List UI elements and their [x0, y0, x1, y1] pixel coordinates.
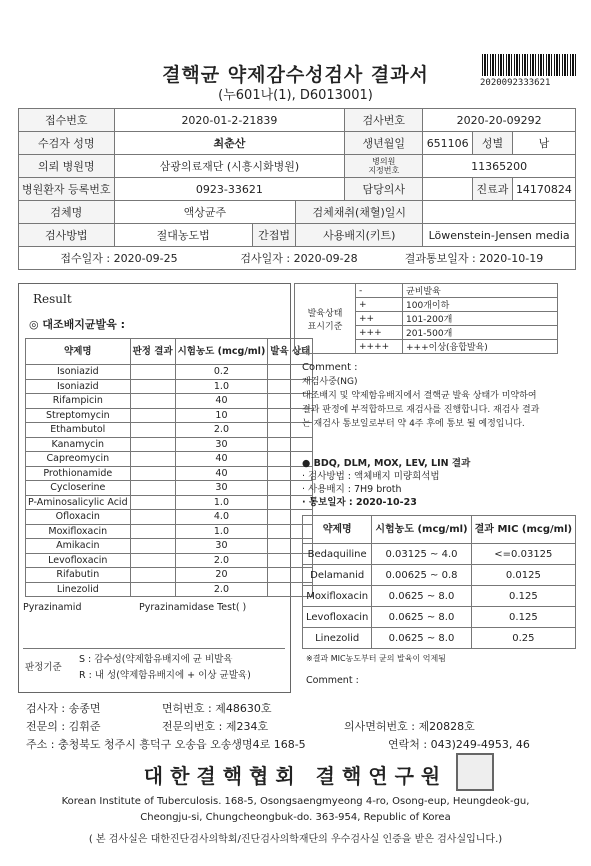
- comment-line: 재검사중(NG): [302, 377, 358, 387]
- receipt-date: 접수일자 : 2020-09-25: [60, 252, 178, 265]
- comment-line: 는 재검사 통보일로부터 약 4주 후에 통보 될 예정입니다.: [302, 419, 525, 429]
- drug-result-cell: [130, 379, 175, 394]
- mic-mic-cell: <=0.03125: [471, 544, 575, 565]
- collect-date: [423, 201, 576, 224]
- right-panel: [294, 283, 576, 691]
- reception-no: 2020-01-2-21839: [114, 109, 345, 132]
- growth-legend: [294, 283, 558, 354]
- method-label: 검사방법: [19, 224, 115, 247]
- bdq-block: [302, 457, 572, 509]
- barcode-image: [482, 54, 578, 76]
- indirect-label: 간접법: [252, 224, 295, 247]
- drug-row: [26, 553, 313, 568]
- drug-row: [26, 582, 313, 597]
- mic-range-cell: 0.03125 ~ 4.0: [372, 544, 471, 565]
- drug-name-cell: Streptomycin: [26, 408, 131, 423]
- criteria-r: R : 내 성(약제함유배지에 + 이상 균발육): [79, 670, 251, 681]
- legend-desc: 균비발육: [403, 284, 558, 298]
- comment-label: Comment :: [302, 362, 358, 373]
- patient-name-label: 수검자 성명: [19, 132, 115, 155]
- drug-conc-cell: 2.0: [175, 423, 268, 438]
- drug-result-cell: [130, 539, 175, 554]
- drug-result-cell: [130, 437, 175, 452]
- report-date: 결과통보일자 : 2020-10-19: [404, 252, 544, 265]
- drug-result-cell: [130, 510, 175, 525]
- mic-col-range: 시험농도 (mcg/ml): [372, 516, 471, 544]
- drug-conc-cell: 1.0: [175, 379, 268, 394]
- comment-block: [302, 361, 568, 431]
- drug-result-cell: [130, 365, 175, 380]
- comment-line: 결과 판정에 부적합하므로 재검사를 진행합니다. 재검사 결과: [302, 405, 540, 415]
- footer-certification: ( 본 검사실은 대한진단검사의학회/진단검사의학재단의 우수검사실 인증을 받은 검사실입니다.): [88, 834, 503, 845]
- drug-result-cell: [130, 408, 175, 423]
- drug-row: [26, 408, 313, 423]
- drug-name-cell: P-Aminosalicylic Acid: [26, 495, 131, 510]
- drug-conc-cell: 20: [175, 568, 268, 583]
- legend-label: 발육상태 표시기준: [295, 284, 356, 354]
- comment-line: 대조배지 및 약제함유배지에서 결핵균 발육 상태가 미약하여: [302, 391, 537, 401]
- mic-mic-cell: 0.0125: [471, 565, 575, 586]
- drug-row: [26, 510, 313, 525]
- drug-name-cell: Linezolid: [26, 582, 131, 597]
- drug-name-cell: Ethambutol: [26, 423, 131, 438]
- mic-name-cell: Delamanid: [303, 565, 372, 586]
- signature-row-2: [26, 718, 566, 734]
- pyrazinamide-row: [23, 602, 285, 616]
- header-table: [18, 108, 576, 270]
- drug-conc-cell: 30: [175, 539, 268, 554]
- drug-result-cell: [130, 495, 175, 510]
- criteria-s: S : 감수성(약제함유배지에 균 비발육: [79, 654, 233, 665]
- drug-name-cell: Capreomycin: [26, 452, 131, 467]
- birth-label: 생년월일: [345, 132, 423, 155]
- tester-license: 면허번호 : 제48630호: [162, 702, 272, 715]
- patient-name: 최춘산: [114, 132, 345, 155]
- report-subtitle: (누601나(1), D6013001): [218, 88, 373, 103]
- specimen-value: 액상균주: [114, 201, 296, 224]
- specialist-no: 전문의번호 : 제234호: [162, 720, 269, 733]
- drug-result-cell: [130, 582, 175, 597]
- drug-name-cell: Amikacin: [26, 539, 131, 554]
- legend-sym: ++++: [356, 340, 403, 354]
- sex-value: 남: [512, 132, 575, 155]
- col-conc: 시험농도 (mcg/ml): [175, 339, 268, 365]
- mic-col-drug: 약제명: [303, 516, 372, 544]
- legend-sym: +: [356, 298, 403, 312]
- drug-conc-cell: 2.0: [175, 582, 268, 597]
- bdq-medium: · 사용배지 : 7H9 broth: [302, 484, 402, 495]
- mic-mic-cell: 0.125: [471, 586, 575, 607]
- official-seal: [456, 753, 494, 791]
- mic-mic-cell: 0.125: [471, 607, 575, 628]
- mic-range-cell: 0.0625 ~ 8.0: [372, 607, 471, 628]
- hospital-code-label: 병의원 지정번호: [345, 155, 423, 178]
- legend-desc: 100개이하: [403, 298, 558, 312]
- drug-row: [26, 481, 313, 496]
- drug-row: [26, 394, 313, 409]
- signature-row-1: [26, 700, 566, 716]
- mic-name-cell: Moxifloxacin: [303, 586, 372, 607]
- drug-name-cell: Moxifloxacin: [26, 524, 131, 539]
- drug-result-cell: [130, 553, 175, 568]
- drug-name-cell: Rifabutin: [26, 568, 131, 583]
- result-panel: [18, 283, 311, 693]
- legend-sym: ++: [356, 312, 403, 326]
- drug-name-cell: Cycloserine: [26, 481, 131, 496]
- legend-sym: +++: [356, 326, 403, 340]
- col-growth: 발육 상태: [268, 339, 313, 365]
- drug-conc-cell: 10: [175, 408, 268, 423]
- mic-name-cell: Bedaquiline: [303, 544, 372, 565]
- drug-name-cell: Isoniazid: [26, 365, 131, 380]
- hospital-code: 11365200: [423, 155, 576, 178]
- criteria-label: 판정기준: [25, 662, 62, 673]
- col-drug: 약제명: [26, 339, 131, 365]
- medium-value: Löwenstein-Jensen media: [423, 224, 576, 247]
- legend-desc: +++이상(융합발육): [403, 340, 558, 354]
- drug-row: [26, 568, 313, 583]
- legend-desc: 101-200개: [403, 312, 558, 326]
- drug-table: [25, 338, 313, 597]
- dept-value: 14170824: [512, 178, 575, 201]
- bdq-report-date: · 통보일자 : 2020-10-23: [302, 497, 417, 508]
- birth-date: 651106: [423, 132, 473, 155]
- patient-reg-no: 0923-33621: [114, 178, 345, 201]
- drug-row: [26, 437, 313, 452]
- footer-address-1: Korean Institute of Tuberculosis. 168-5, Osongsaengmyeong 4-ro, Osong-eup, Heungdeok-gu,: [61, 796, 530, 807]
- footer-address-2: Cheongju-si, Chungcheongbuk-do. 363-954, Republic of Korea: [140, 812, 451, 823]
- address: 주소 : 충청북도 청주시 흥덕구 오송읍 오송생명4로 168-5: [26, 738, 306, 751]
- drug-name-cell: Isoniazid: [26, 379, 131, 394]
- dept-label: 진료과: [473, 178, 513, 201]
- phone: 연락처 : 043)249-4953, 46: [388, 738, 530, 751]
- drug-result-cell: [130, 466, 175, 481]
- drug-name-cell: Prothionamide: [26, 466, 131, 481]
- drug-result-cell: [130, 481, 175, 496]
- sex-label: 성별: [473, 132, 513, 155]
- mic-col-result: 결과 MIC (mcg/ml): [471, 516, 575, 544]
- drug-result-cell: [130, 452, 175, 467]
- drug-row: [26, 524, 313, 539]
- doctor-label: 담당의사: [345, 178, 423, 201]
- drug-result-cell: [130, 524, 175, 539]
- test-date: 검사일자 : 2020-09-28: [240, 252, 358, 265]
- tester: 검사자 : 송종면: [26, 702, 101, 715]
- drug-row: [26, 466, 313, 481]
- drug-conc-cell: 40: [175, 394, 268, 409]
- hospital-label: 의뢰 병원명: [19, 155, 115, 178]
- drug-result-cell: [130, 423, 175, 438]
- mic-table: [302, 515, 576, 649]
- bdq-heading: ● BDQ, DLM, MOX, LEV, LIN 결과: [302, 458, 471, 469]
- drug-result-cell: [130, 568, 175, 583]
- report-title: 결핵균 약제감수성검사 결과서: [162, 64, 429, 86]
- specialist: 전문의 : 김휘준: [26, 720, 101, 733]
- reception-no-label: 접수번호: [19, 109, 115, 132]
- drug-row: [26, 365, 313, 380]
- drug-conc-cell: 0.2: [175, 365, 268, 380]
- bdq-method: · 검사방법 : 액체배지 미량희석법: [302, 471, 440, 482]
- pyrazinamide-name: Pyrazinamid: [23, 602, 82, 613]
- drug-conc-cell: 4.0: [175, 510, 268, 525]
- drug-conc-cell: 40: [175, 466, 268, 481]
- drug-conc-cell: 1.0: [175, 524, 268, 539]
- drug-name-cell: Kanamycin: [26, 437, 131, 452]
- doctor-name: [423, 178, 473, 201]
- legend-desc: 201-500개: [403, 326, 558, 340]
- drug-conc-cell: 30: [175, 481, 268, 496]
- specimen-label: 검체명: [19, 201, 115, 224]
- pyrazinamide-test: Pyrazinamidase Test( ): [139, 602, 247, 613]
- drug-conc-cell: 2.0: [175, 553, 268, 568]
- mic-name-cell: Linezolid: [303, 628, 372, 649]
- mic-range-cell: 0.0625 ~ 8.0: [372, 586, 471, 607]
- drug-name-cell: Ofloxacin: [26, 510, 131, 525]
- organization-name: 대한결핵협회 결핵연구원: [143, 764, 448, 788]
- doctor-license: 의사면허번호 : 제20828호: [344, 720, 475, 733]
- mic-row: [303, 607, 576, 628]
- mic-note: ※결과 MIC농도부터 균의 발육이 억제됨: [306, 654, 446, 663]
- mic-row: [303, 586, 576, 607]
- drug-name-cell: Rifampicin: [26, 394, 131, 409]
- mic-range-cell: 0.00625 ~ 0.8: [372, 565, 471, 586]
- mic-row: [303, 565, 576, 586]
- patient-reg-label: 병원환자 등록번호: [19, 178, 115, 201]
- control-growth-title: ◎ 대조배지균발육 :: [29, 318, 126, 331]
- mic-name-cell: Levofloxacin: [303, 607, 372, 628]
- method-value: 절대농도법: [114, 224, 252, 247]
- barcode-number: 2020092333621: [480, 78, 551, 88]
- mic-range-cell: 0.0625 ~ 8.0: [372, 628, 471, 649]
- hospital-name: 삼광의료재단 (시흥시화병원): [114, 155, 345, 178]
- drug-name-cell: Levofloxacin: [26, 553, 131, 568]
- drug-conc-cell: 40: [175, 452, 268, 467]
- drug-conc-cell: 30: [175, 437, 268, 452]
- mic-row: [303, 544, 576, 565]
- criteria-block: [23, 648, 285, 685]
- collect-date-label: 검체채취(채혈)일시: [296, 201, 423, 224]
- drug-row: [26, 379, 313, 394]
- mic-mic-cell: 0.25: [471, 628, 575, 649]
- mic-row: [303, 628, 576, 649]
- drug-row: [26, 423, 313, 438]
- test-no: 2020-20-09292: [423, 109, 576, 132]
- result-heading: Result: [33, 292, 72, 306]
- drug-row: [26, 452, 313, 467]
- drug-result-cell: [130, 394, 175, 409]
- col-result: 판정 결과: [130, 339, 175, 365]
- legend-sym: -: [356, 284, 403, 298]
- drug-conc-cell: 1.0: [175, 495, 268, 510]
- signature-row-3: [26, 736, 566, 752]
- drug-row: [26, 539, 313, 554]
- drug-row: [26, 495, 313, 510]
- dates-row: [19, 247, 576, 270]
- medium-label: 사용배지(키트): [296, 224, 423, 247]
- bdq-comment-label: Comment :: [306, 675, 359, 686]
- test-no-label: 검사번호: [345, 109, 423, 132]
